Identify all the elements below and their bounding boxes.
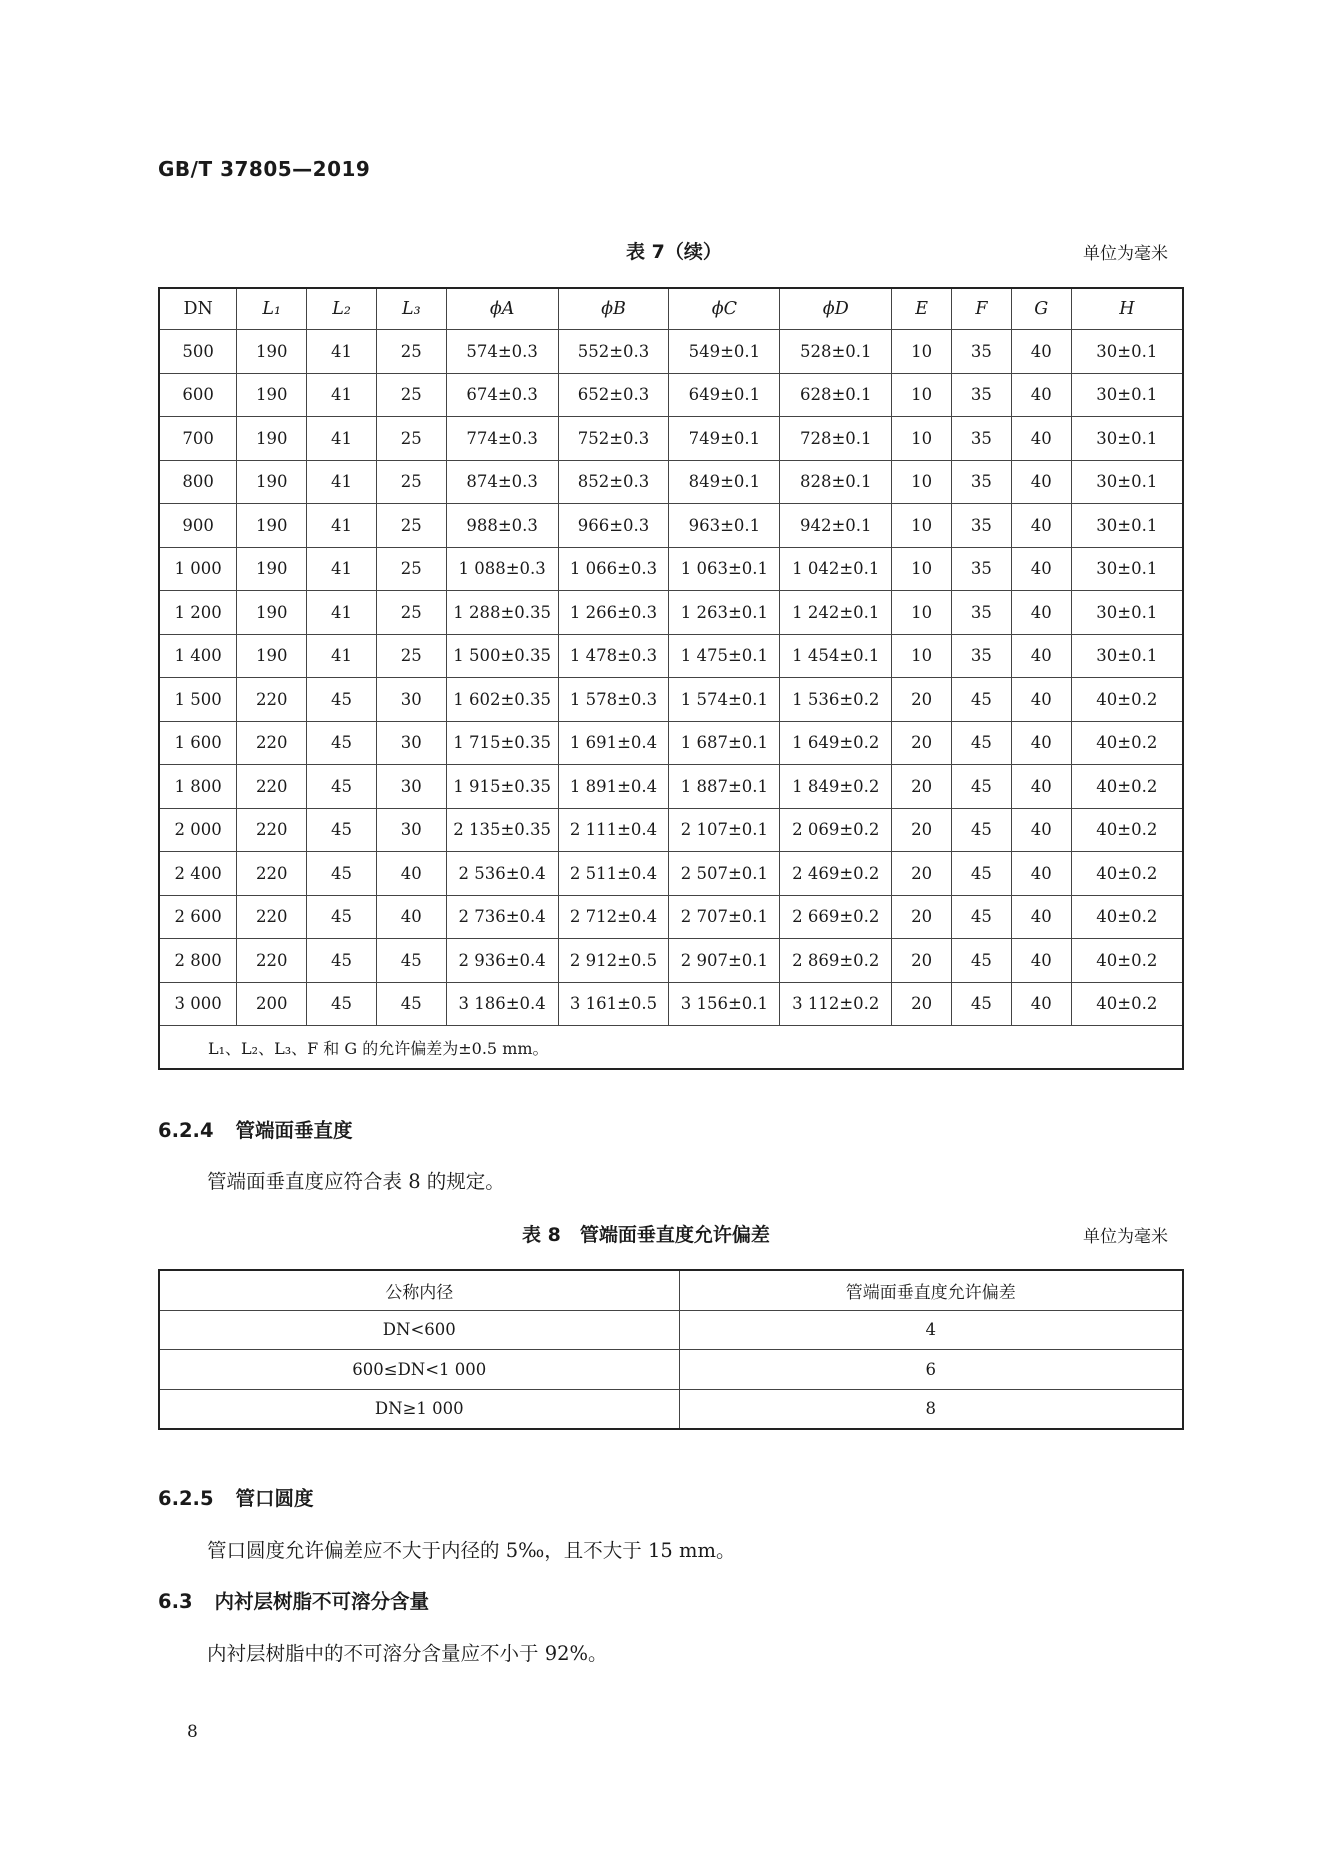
table-cell: 40 xyxy=(1011,939,1071,983)
table-cell: 30 xyxy=(376,678,446,722)
table-cell: 41 xyxy=(307,547,377,591)
table-cell: 30±0.1 xyxy=(1071,330,1183,374)
table7-header-cell: DN xyxy=(159,288,237,330)
section-6-2-4-heading xyxy=(158,1115,353,1143)
table-cell: 40 xyxy=(1011,895,1071,939)
table8-unit: 单位为毫米 xyxy=(1083,1227,1168,1247)
table-cell: 40 xyxy=(1011,373,1071,417)
table-row xyxy=(159,765,1183,809)
table-cell: 40±0.2 xyxy=(1071,982,1183,1026)
table-cell: DN<600 xyxy=(159,1310,679,1350)
section-title: 内衬层树脂不可溶分含量 xyxy=(214,1590,430,1613)
table-cell: 30 xyxy=(376,808,446,852)
table-cell: 549±0.1 xyxy=(669,330,780,374)
table-cell: 45 xyxy=(952,982,1012,1026)
table-cell: 30±0.1 xyxy=(1071,634,1183,678)
table-cell: 1 649±0.2 xyxy=(780,721,892,765)
section-6-3-heading xyxy=(158,1586,429,1614)
table-cell: 2 135±0.35 xyxy=(446,808,558,852)
table-cell: 35 xyxy=(952,460,1012,504)
table-cell: 2 707±0.1 xyxy=(669,895,780,939)
section-number: 6.2.5 xyxy=(158,1487,214,1510)
table-cell: 652±0.3 xyxy=(558,373,669,417)
table8-header-row xyxy=(159,1270,1183,1310)
table-cell: 190 xyxy=(237,330,307,374)
table-cell: 41 xyxy=(307,417,377,461)
table7-header-cell: H xyxy=(1071,288,1183,330)
table-cell: 40 xyxy=(1011,634,1071,678)
table7-note-row xyxy=(159,1026,1183,1070)
table-cell: 2 869±0.2 xyxy=(780,939,892,983)
table-cell: 774±0.3 xyxy=(446,417,558,461)
table-row xyxy=(159,330,1183,374)
table-cell: 45 xyxy=(307,982,377,1026)
table-row xyxy=(159,547,1183,591)
table-cell: 1 500±0.35 xyxy=(446,634,558,678)
table-row xyxy=(159,460,1183,504)
table-cell: 1 263±0.1 xyxy=(669,591,780,635)
table-cell: 942±0.1 xyxy=(780,504,892,548)
section-6-2-5-text: 管口圆度允许偏差应不大于内径的 5‰，且不大于 15 mm。 xyxy=(207,1539,736,1562)
table-row xyxy=(159,373,1183,417)
table-cell: 25 xyxy=(376,330,446,374)
table-row xyxy=(159,1350,1183,1390)
table-cell: 40 xyxy=(1011,721,1071,765)
table7-caption: 表 7（续） xyxy=(626,241,722,263)
table-cell: 20 xyxy=(892,852,952,896)
table-cell: 20 xyxy=(892,939,952,983)
table-cell: 2 736±0.4 xyxy=(446,895,558,939)
table-cell: 190 xyxy=(237,547,307,591)
table-cell: 40 xyxy=(1011,547,1071,591)
table8-caption: 表 8 管端面垂直度允许偏差 xyxy=(522,1224,770,1246)
table-cell: 35 xyxy=(952,373,1012,417)
table-cell: 41 xyxy=(307,591,377,635)
table-cell: 10 xyxy=(892,373,952,417)
table-cell: 728±0.1 xyxy=(780,417,892,461)
table7-header-cell: F xyxy=(952,288,1012,330)
table-cell: 40±0.2 xyxy=(1071,808,1183,852)
table-row xyxy=(159,895,1183,939)
table-cell: 41 xyxy=(307,330,377,374)
table-cell: 35 xyxy=(952,634,1012,678)
table-cell: 4 xyxy=(679,1310,1183,1350)
table-cell: 1 200 xyxy=(159,591,237,635)
table-cell: 1 849±0.2 xyxy=(780,765,892,809)
table-cell: 41 xyxy=(307,460,377,504)
table-cell: 749±0.1 xyxy=(669,417,780,461)
table-cell: 2 507±0.1 xyxy=(669,852,780,896)
table7-note: L₁、L₂、L₃、F 和 G 的允许偏差为±0.5 mm。 xyxy=(159,1026,1183,1070)
table-cell: 10 xyxy=(892,504,952,548)
table-cell: 849±0.1 xyxy=(669,460,780,504)
table-cell: 700 xyxy=(159,417,237,461)
table-cell: 190 xyxy=(237,417,307,461)
table-cell: 1 042±0.1 xyxy=(780,547,892,591)
table-cell: 190 xyxy=(237,591,307,635)
table-cell: 1 687±0.1 xyxy=(669,721,780,765)
table-cell: 35 xyxy=(952,330,1012,374)
table-cell: 41 xyxy=(307,504,377,548)
table-cell: 752±0.3 xyxy=(558,417,669,461)
table-cell: 600≤DN<1 000 xyxy=(159,1350,679,1390)
table-cell: 25 xyxy=(376,373,446,417)
table-row xyxy=(159,721,1183,765)
table-cell: 40±0.2 xyxy=(1071,852,1183,896)
table-cell: 220 xyxy=(237,895,307,939)
table-cell: 2 511±0.4 xyxy=(558,852,669,896)
table-cell: 45 xyxy=(952,721,1012,765)
table-cell: 40±0.2 xyxy=(1071,939,1183,983)
table-cell: 3 112±0.2 xyxy=(780,982,892,1026)
table7-unit: 单位为毫米 xyxy=(1083,244,1168,264)
table-cell: 966±0.3 xyxy=(558,504,669,548)
table-cell: 30±0.1 xyxy=(1071,373,1183,417)
table7-header-cell: L₁ xyxy=(237,288,307,330)
table-cell: 2 912±0.5 xyxy=(558,939,669,983)
table-cell: 2 669±0.2 xyxy=(780,895,892,939)
table-cell: 45 xyxy=(952,808,1012,852)
table-cell: 874±0.3 xyxy=(446,460,558,504)
table-cell: 600 xyxy=(159,373,237,417)
table-cell: 20 xyxy=(892,895,952,939)
table-cell: 40 xyxy=(376,895,446,939)
table-cell: 552±0.3 xyxy=(558,330,669,374)
table-cell: 200 xyxy=(237,982,307,1026)
table-cell: 40±0.2 xyxy=(1071,765,1183,809)
table-cell: 1 536±0.2 xyxy=(780,678,892,722)
table7-header-cell: ϕB xyxy=(558,288,669,330)
table-cell: 1 088±0.3 xyxy=(446,547,558,591)
table-cell: 1 266±0.3 xyxy=(558,591,669,635)
table-cell: 528±0.1 xyxy=(780,330,892,374)
table-cell: 1 288±0.35 xyxy=(446,591,558,635)
table-cell: 1 691±0.4 xyxy=(558,721,669,765)
table-cell: 40 xyxy=(1011,982,1071,1026)
table-cell: 2 107±0.1 xyxy=(669,808,780,852)
table-cell: 30±0.1 xyxy=(1071,504,1183,548)
table-cell: 10 xyxy=(892,547,952,591)
table-cell: 45 xyxy=(307,939,377,983)
table-cell: 25 xyxy=(376,460,446,504)
table-cell: 45 xyxy=(376,982,446,1026)
table-cell: 1 454±0.1 xyxy=(780,634,892,678)
table-cell: 852±0.3 xyxy=(558,460,669,504)
section-number: 6.3 xyxy=(158,1590,193,1613)
table-cell: 10 xyxy=(892,330,952,374)
table-cell: 30±0.1 xyxy=(1071,547,1183,591)
table-cell: 30 xyxy=(376,721,446,765)
table-cell: 220 xyxy=(237,852,307,896)
table-cell: 40 xyxy=(1011,591,1071,635)
table-cell: 1 578±0.3 xyxy=(558,678,669,722)
table-cell: 41 xyxy=(307,373,377,417)
table-cell: 190 xyxy=(237,634,307,678)
table-cell: 2 469±0.2 xyxy=(780,852,892,896)
table-cell: 1 000 xyxy=(159,547,237,591)
table-cell: 20 xyxy=(892,721,952,765)
table-cell: 25 xyxy=(376,634,446,678)
table-cell: 40±0.2 xyxy=(1071,721,1183,765)
table-cell: 1 800 xyxy=(159,765,237,809)
table-cell: 30±0.1 xyxy=(1071,460,1183,504)
table-row xyxy=(159,504,1183,548)
table-cell: 988±0.3 xyxy=(446,504,558,548)
table-cell: 3 186±0.4 xyxy=(446,982,558,1026)
table-cell: 35 xyxy=(952,417,1012,461)
table7-header-cell: G xyxy=(1011,288,1071,330)
table-cell: 963±0.1 xyxy=(669,504,780,548)
table-cell: 8 xyxy=(679,1389,1183,1429)
table7-header-row xyxy=(159,288,1183,330)
page-number: 8 xyxy=(187,1722,198,1742)
table-cell: 6 xyxy=(679,1350,1183,1390)
table-cell: 1 500 xyxy=(159,678,237,722)
table8-header-cell: 管端面垂直度允许偏差 xyxy=(679,1270,1183,1310)
table-cell: 1 887±0.1 xyxy=(669,765,780,809)
table-cell: 1 475±0.1 xyxy=(669,634,780,678)
table-cell: 25 xyxy=(376,417,446,461)
table-cell: 2 800 xyxy=(159,939,237,983)
table-cell: 40±0.2 xyxy=(1071,895,1183,939)
table-cell: 2 536±0.4 xyxy=(446,852,558,896)
table-cell: 35 xyxy=(952,591,1012,635)
table-cell: 10 xyxy=(892,634,952,678)
table-row xyxy=(159,808,1183,852)
table-cell: 1 063±0.1 xyxy=(669,547,780,591)
table7-header-cell: E xyxy=(892,288,952,330)
table-cell: 2 907±0.1 xyxy=(669,939,780,983)
table-cell: 1 400 xyxy=(159,634,237,678)
table-cell: 40 xyxy=(376,852,446,896)
table-cell: 45 xyxy=(952,765,1012,809)
section-title: 管端面垂直度 xyxy=(235,1119,353,1142)
table-cell: 1 891±0.4 xyxy=(558,765,669,809)
table-cell: 2 600 xyxy=(159,895,237,939)
section-6-2-5-heading xyxy=(158,1483,314,1511)
table-cell: 2 111±0.4 xyxy=(558,808,669,852)
table-cell: 45 xyxy=(952,852,1012,896)
table-cell: 900 xyxy=(159,504,237,548)
table-cell: 25 xyxy=(376,591,446,635)
table8-header-cell: 公称内径 xyxy=(159,1270,679,1310)
section-number: 6.2.4 xyxy=(158,1119,214,1142)
table7-header-cell: L₂ xyxy=(307,288,377,330)
table-cell: 35 xyxy=(952,547,1012,591)
table-cell: 40 xyxy=(1011,417,1071,461)
table-cell: 190 xyxy=(237,504,307,548)
section-title: 管口圆度 xyxy=(235,1487,314,1510)
table-cell: 500 xyxy=(159,330,237,374)
table-cell: 220 xyxy=(237,721,307,765)
table-cell: 20 xyxy=(892,765,952,809)
table7-header-cell: ϕD xyxy=(780,288,892,330)
table-cell: 2 069±0.2 xyxy=(780,808,892,852)
table-cell: 40 xyxy=(1011,504,1071,548)
table-cell: 1 602±0.35 xyxy=(446,678,558,722)
table-cell: 2 400 xyxy=(159,852,237,896)
table-cell: 45 xyxy=(307,852,377,896)
table-cell: 10 xyxy=(892,591,952,635)
table-cell: 40 xyxy=(1011,808,1071,852)
table-cell: 45 xyxy=(307,721,377,765)
table-cell: 3 000 xyxy=(159,982,237,1026)
table-cell: 45 xyxy=(376,939,446,983)
table-cell: 10 xyxy=(892,417,952,461)
table-cell: 1 242±0.1 xyxy=(780,591,892,635)
table-cell: 20 xyxy=(892,808,952,852)
section-6-2-4-text: 管端面垂直度应符合表 8 的规定。 xyxy=(207,1170,505,1193)
table-cell: 45 xyxy=(952,939,1012,983)
table-cell: 190 xyxy=(237,460,307,504)
table-cell: 30±0.1 xyxy=(1071,591,1183,635)
table-row xyxy=(159,1310,1183,1350)
table-cell: 220 xyxy=(237,765,307,809)
table7-header-cell: ϕC xyxy=(669,288,780,330)
table-cell: 25 xyxy=(376,504,446,548)
table-cell: 45 xyxy=(307,765,377,809)
table-cell: 40 xyxy=(1011,460,1071,504)
table-cell: 220 xyxy=(237,678,307,722)
table-cell: 628±0.1 xyxy=(780,373,892,417)
table-cell: 45 xyxy=(307,678,377,722)
table-cell: 1 066±0.3 xyxy=(558,547,669,591)
section-6-3-text: 内衬层树脂中的不可溶分含量应不小于 92%。 xyxy=(207,1642,608,1665)
table7 xyxy=(158,287,1184,1070)
table-cell: 1 478±0.3 xyxy=(558,634,669,678)
table-cell: 20 xyxy=(892,678,952,722)
table-cell: 828±0.1 xyxy=(780,460,892,504)
table-cell: 45 xyxy=(952,678,1012,722)
table-cell: 2 936±0.4 xyxy=(446,939,558,983)
standard-code: GB/T 37805—2019 xyxy=(158,157,371,181)
table-cell: 45 xyxy=(307,895,377,939)
table-cell: 30 xyxy=(376,765,446,809)
table-cell: 40 xyxy=(1011,330,1071,374)
table-cell: 45 xyxy=(307,808,377,852)
table-row xyxy=(159,591,1183,635)
table-cell: 800 xyxy=(159,460,237,504)
table-cell: 190 xyxy=(237,373,307,417)
table-cell: 3 156±0.1 xyxy=(669,982,780,1026)
table-cell: 35 xyxy=(952,504,1012,548)
table-row xyxy=(159,852,1183,896)
table-cell: DN≥1 000 xyxy=(159,1389,679,1429)
table-cell: 3 161±0.5 xyxy=(558,982,669,1026)
table7-header-cell: L₃ xyxy=(376,288,446,330)
table-row xyxy=(159,634,1183,678)
table-cell: 41 xyxy=(307,634,377,678)
table-row xyxy=(159,678,1183,722)
table-cell: 20 xyxy=(892,982,952,1026)
table-cell: 2 000 xyxy=(159,808,237,852)
table-cell: 574±0.3 xyxy=(446,330,558,374)
table-cell: 10 xyxy=(892,460,952,504)
table-cell: 220 xyxy=(237,939,307,983)
table-cell: 1 600 xyxy=(159,721,237,765)
table-cell: 40 xyxy=(1011,678,1071,722)
table8 xyxy=(158,1269,1184,1430)
table-cell: 649±0.1 xyxy=(669,373,780,417)
table-cell: 40±0.2 xyxy=(1071,678,1183,722)
table-cell: 25 xyxy=(376,547,446,591)
table-row xyxy=(159,417,1183,461)
table-row xyxy=(159,1389,1183,1429)
table-cell: 2 712±0.4 xyxy=(558,895,669,939)
table-row xyxy=(159,939,1183,983)
table-cell: 674±0.3 xyxy=(446,373,558,417)
table-cell: 30±0.1 xyxy=(1071,417,1183,461)
table-cell: 1 915±0.35 xyxy=(446,765,558,809)
table-row xyxy=(159,982,1183,1026)
table-cell: 40 xyxy=(1011,765,1071,809)
table-cell: 1 574±0.1 xyxy=(669,678,780,722)
table7-header-cell: ϕA xyxy=(446,288,558,330)
table-cell: 40 xyxy=(1011,852,1071,896)
table-cell: 1 715±0.35 xyxy=(446,721,558,765)
table-cell: 220 xyxy=(237,808,307,852)
table-cell: 45 xyxy=(952,895,1012,939)
